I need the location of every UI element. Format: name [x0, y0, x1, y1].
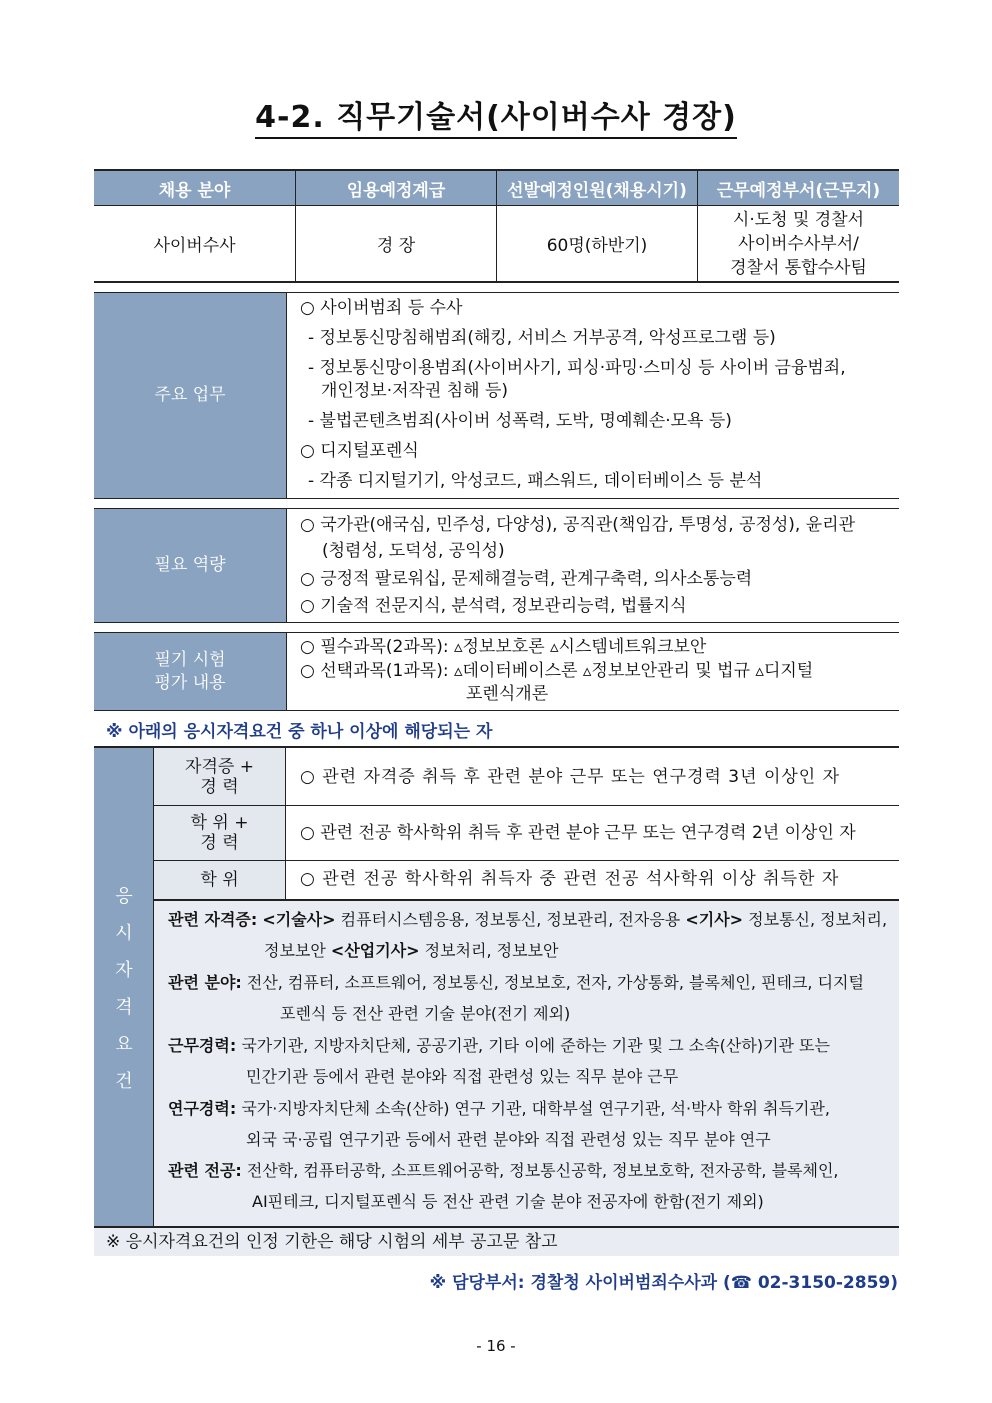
detail-key: 관련 전공:: [168, 1161, 242, 1180]
detail-research: [168, 1097, 830, 1121]
duty-line: - 정보통신망침해범죄(해킹, 서비스 거부공격, 악성프로그램 등): [308, 328, 776, 348]
detail-text: 컴퓨터시스템응용, 정보통신, 정보관리, 전자응용: [335, 910, 686, 929]
detail-major: [168, 1159, 839, 1183]
qual-side-char: 격: [115, 997, 133, 1018]
page-title: 4-2. 직무기술서(사이버수사 경장): [0, 92, 992, 136]
detail-text: 국가기관, 지방자치단체, 공공기관, 기타 이에 준하는 기관 및 그 소속(산하)기관 또는: [236, 1036, 830, 1055]
duty-line: - 각종 디지털기기, 악성코드, 패스워드, 데이터베이스 등 분석: [308, 471, 763, 491]
competency-line: (청렴성, 도덕성, 공익성): [322, 541, 505, 561]
detail-major-cont: AI핀테크, 디지털포렌식 등 전산 관련 기술 분야 전공자에 한함(전기 제외): [252, 1192, 764, 1211]
detail-key: 연구경력:: [168, 1099, 237, 1118]
exam-label-line: 평가 내용: [154, 672, 226, 693]
contact-info: ※ 담당부서: 경찰청 사이버범죄수사과 (☎ 02-3150-2859): [429, 1273, 898, 1293]
duty-line: ○ 사이버범죄 등 수사: [300, 298, 463, 318]
header-rank: 임용예정계급: [296, 171, 496, 205]
duty-line: 개인정보·저작권 침해 등): [321, 381, 509, 401]
requirement-note: ※ 아래의 응시자격요건 중 하나 이상에 해당되는 자: [106, 722, 493, 742]
duty-line: - 정보통신망이용범죄(사이버사기, 피싱·파밍·스미싱 등 사이버 금융범죄,: [308, 358, 846, 378]
summary-dept-line: 시·도청 및 경찰서: [732, 209, 865, 230]
competency-line: ○ 기술적 전문지식, 분석력, 정보관리능력, 법률지식: [300, 596, 687, 616]
detail-text: 정보보안: [264, 941, 331, 960]
summary-dept-line: 경찰서 통합수사팀: [730, 257, 867, 278]
detail-field-cont: 포렌식 등 전산 관련 기술 분야(전기 제외): [280, 1004, 571, 1023]
header-field: 채용 분야: [94, 171, 295, 205]
qual-row-label-line: 경 력: [200, 833, 239, 853]
competency-line: ○ 국가관(애국심, 민주성, 다양성), 공직관(책임감, 투명성, 공정성), 윤리관: [300, 515, 856, 535]
detail-certificate: [168, 908, 887, 932]
detail-field: [168, 971, 864, 995]
detail-text: 전산, 컴퓨터, 소프트웨어, 정보통신, 정보보호, 전자, 가상통화, 블록체인, 핀테크, 디지털: [241, 973, 864, 992]
detail-tag: <기술사>: [262, 910, 336, 929]
exam-line: 포렌식개론: [466, 684, 549, 704]
exam-label: [94, 633, 286, 710]
competency-line: ○ 긍정적 팔로워십, 문제해결능력, 관계구축력, 의사소통능력: [300, 569, 753, 589]
qual-side-char: 요: [115, 1034, 133, 1055]
exam-line: ○ 필수과목(2과목): ▵정보보호론 ▵시스템네트워크보안: [300, 637, 707, 657]
detail-tag: <기사>: [685, 910, 744, 929]
qual-row-label: [154, 806, 286, 860]
qual-row-label: [154, 861, 286, 899]
qual-row-label-line: 자격증 +: [185, 756, 254, 777]
qual-row-text: ○ 관련 전공 학사학위 취득 후 관련 분야 근무 또는 연구경력 2년 이상인 자: [300, 823, 856, 843]
detail-text: 정보처리, 정보보안: [419, 941, 559, 960]
qual-side-char: 시: [115, 923, 133, 944]
detail-work-cont: 민간기관 등에서 관련 분야와 직접 관련성 있는 직무 분야 근무: [246, 1067, 679, 1086]
qual-row-text: ○ 관련 전공 학사학위 취득자 중 관련 전공 석사학위 이상 취득한 자: [300, 869, 840, 889]
qual-side-char: 응: [115, 886, 133, 907]
detail-tag: <산업기사>: [330, 941, 420, 960]
detail-key: 근무경력:: [168, 1036, 237, 1055]
qual-row-label-line: 학 위: [200, 870, 239, 890]
header-dept: 근무예정부서(근무지): [698, 171, 899, 205]
detail-research-cont: 외국 국·공립 연구기관 등에서 관련 분야와 직접 관련성 있는 직무 분야 연구: [246, 1130, 771, 1149]
detail-text: 전산학, 컴퓨터공학, 소프트웨어공학, 정보통신공학, 정보보호학, 전자공학, 블록체인,: [241, 1161, 839, 1180]
summary-dept-line: 사이버수사부서/: [738, 233, 859, 254]
qual-row-label-line: 경 력: [200, 776, 239, 797]
summary-count: 60명(하반기): [546, 236, 648, 256]
detail-text: 정보통신, 정보처리,: [743, 910, 888, 929]
qual-side-char: 자: [115, 960, 133, 981]
duty-line: - 불법콘텐츠범죄(사이버 성폭력, 도박, 명예훼손·모욕 등): [308, 411, 732, 431]
summary-field: 사이버수사: [153, 236, 236, 256]
detail-key: 관련 분야:: [168, 973, 242, 992]
page-number: - 16 -: [476, 1337, 516, 1355]
qual-side-label: [94, 748, 154, 1226]
bottom-note: ※ 응시자격요건의 인정 기한은 해당 시험의 세부 공고문 참고: [106, 1232, 558, 1252]
summary-rank: 경 장: [376, 236, 416, 256]
summary-dept: [698, 206, 899, 281]
detail-key: 관련 자격증:: [168, 910, 258, 929]
exam-label-line: 필기 시험: [154, 649, 226, 670]
duties-label: 주요 업무: [94, 293, 286, 498]
competency-label: 필요 역량: [94, 509, 286, 622]
detail-certificate-cont: [264, 939, 558, 963]
header-count: 선발예정인원(채용시기): [497, 171, 697, 205]
qual-side-char: 건: [115, 1071, 133, 1092]
qual-row-label: [154, 748, 286, 805]
detail-work: [168, 1034, 830, 1058]
duty-line: ○ 디지털포렌식: [300, 441, 419, 461]
qual-row-text: ○ 관련 자격증 취득 후 관련 분야 근무 또는 연구경력 3년 이상인 자: [300, 767, 841, 787]
exam-line: ○ 선택과목(1과목): ▵데이터베이스론 ▵정보보안관리 및 법규 ▵디지털: [300, 661, 814, 681]
detail-text: 국가·지방자치단체 소속(산하) 연구 기관, 대학부설 연구기관, 석·박사 학위 취득기관,: [236, 1099, 830, 1118]
qual-row-label-line: 학 위 +: [190, 813, 249, 833]
